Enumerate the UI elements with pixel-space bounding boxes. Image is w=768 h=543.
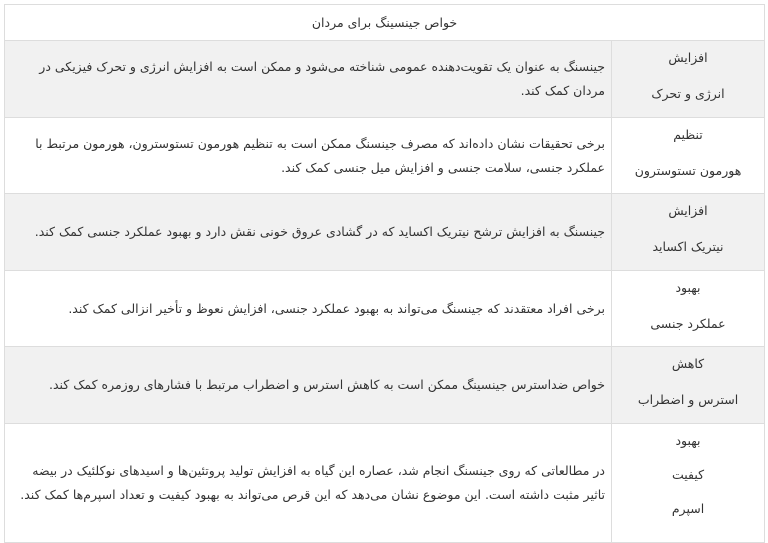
benefit-label-line: کیفیت [671,467,705,482]
table-header-row [4,5,764,41]
table-row [4,41,764,118]
benefit-description-cell: برخی تحقیقات نشان داده‌اند که مصرف جینسنگ ممکن است به تنظیم هورمون تستوسترون، هورمون مرتبط با عملکرد جنسی، سلامت جنسی و افزایش میل جنسی کمک کند. [4,118,611,194]
benefit-label-line: نیتریک اکساید [652,239,724,254]
table-row [4,194,764,271]
benefit-label-line: تنظیم [673,127,703,142]
benefit-label-cell [612,271,765,347]
ginseng-benefits-table [4,4,765,543]
benefit-label-line: بهبود [675,280,701,295]
benefit-description-cell: جینسنگ به افزایش ترشح نیتریک اکساید که در گشادی عروق خونی نقش دارد و بهبود عملکرد جنسی کمک کند. [4,194,611,271]
benefit-label-cell [612,194,765,271]
benefit-label-cell [612,118,765,194]
benefit-label-line: افزایش [668,50,708,65]
table-row [4,118,764,194]
benefit-label-line: بهبود [675,433,701,448]
benefit-label-line: انرژی و تحرک [651,86,725,101]
benefit-label-line: افزایش [668,203,708,218]
benefit-label-line: کاهش [671,356,705,371]
benefit-label-cell [612,41,765,118]
table-row [4,347,764,424]
benefit-label-cell [612,424,765,543]
benefit-label-line: عملکرد جنسی [650,316,726,331]
benefit-label-line: هورمون تستوسترون [634,163,742,178]
benefit-label-line: اسپرم [671,501,705,516]
benefit-description-cell: جینسنگ به عنوان یک تقویت‌دهنده عمومی شناخته می‌شود و ممکن است به افزایش انرژی و تحرک فیزیکی در مردان کمک کند. [4,41,611,118]
benefit-description-cell: خواص ضداسترس جینسینگ ممکن است به کاهش استرس و اضطراب مرتبط با فشارهای روزمره کمک کند. [4,347,611,424]
benefit-label-cell [612,347,765,424]
benefit-label-line: استرس و اضطراب [637,392,739,407]
content-area [5,4,765,543]
benefit-description-cell: برخی افراد معتقدند که جینسنگ می‌تواند به بهبود عملکرد جنسی، افزایش نعوظ و تأخیر انزالی کمک کند. [4,271,611,347]
table-title: خواص جینسینگ برای مردان [4,5,764,41]
table-row [4,424,764,543]
table-row [4,271,764,347]
benefit-description-cell: در مطالعاتی که روی جینسنگ انجام شد، عصاره این گیاه به افزایش تولید پروتئین‌ها و اسیدهای نوکلئیک در بیضه تاثیر مثبت داشته است. این موضوع نشان می‌دهد که این قرص می‌تواند به بهبود کیفیت و تعداد اسپرم‌ها کمک کند. [4,424,611,543]
